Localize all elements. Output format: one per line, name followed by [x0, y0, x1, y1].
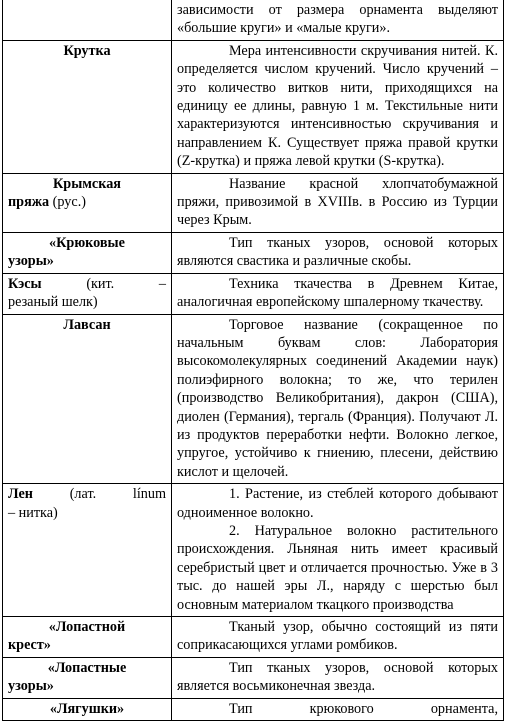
definition-text: зависимости от размера орнамента выделяют «большие круги» и «малые круги». [177, 2, 498, 37]
term-note: – нитка) [8, 504, 58, 521]
definition-text: Торговое название (сокращенное по начальным буквам слов: Лаборатория высокомолекулярных соединений Академии наук) полиэфирного волокна; то же, что терилен (производство Великобритания), дакрон (США), диолен (Германия), тергаль (Франция). Получают Л. из продуктов переработки нефти. Волокно легкое, упругое, устойчиво к гниению, плесени, действию кислот и щелочей. [177, 316, 498, 480]
term-title: Лавсан [63, 316, 111, 333]
definition-cell [172, 314, 504, 484]
term-title: «Лопастной [48, 619, 126, 635]
definition-text: 2. Натуральное волокно растительного происхождения. Льняная нить имеет красивый серебристый цвет и отличается прочностью. Уже в 3 тыс. до нашей эры Л., наряду с шерстью был основным материалом ткацкого производства [177, 522, 498, 613]
term-title: узоры» [8, 253, 54, 270]
definition-cell [172, 40, 504, 173]
definition-text: 1. Растение, из стеблей которого добывают одноименное волокно. [177, 486, 498, 521]
definition-text: Мера интенсивности скручивания нитей. К. определяется числом кручений. Число кручений – это количество витков нити, приходящихся на единицу ее длины, равную 1 м. Текстильные нити характеризуются интенсивностью скручивания и направлением К. Существует пряжа правой крутки (Z-крутка) и пряжа левой крутки (S-крутка). [177, 42, 498, 170]
table-row [3, 173, 504, 232]
definition-cell [172, 173, 504, 232]
table-row [3, 0, 504, 40]
glossary-table [2, 0, 504, 721]
term-title: Крутка [63, 42, 111, 59]
term-note: резаный шелк) [8, 294, 98, 311]
definition-cell [172, 484, 504, 617]
table-row [3, 617, 504, 658]
definition-text: Тип тканых узоров, основой которых являются свастика и различные скобы. [177, 234, 498, 270]
term-note: (лат. línum [32, 486, 166, 503]
term-cell [3, 273, 172, 314]
definition-text: Техника ткачества в Древнем Китае, аналогичная европейскому шпалерному ткачеству. [177, 275, 498, 311]
term-cell [3, 173, 172, 232]
term-cell [3, 232, 172, 273]
term-title: Кэсы [8, 275, 42, 292]
definition-cell [172, 617, 504, 658]
table-row [3, 484, 504, 617]
term-cell [3, 314, 172, 484]
term-note: (кит. – [41, 275, 166, 292]
term-title: «Лягушки» [49, 700, 125, 717]
term-cell [3, 657, 172, 698]
term-cell [3, 484, 172, 617]
term-cell [3, 617, 172, 658]
definition-text: Тип крюкового орнамента, [229, 700, 498, 717]
term-title: крест» [8, 637, 51, 654]
definition-text: Тип тканых узоров, основой которых является восьмиконечная звезда. [177, 659, 498, 695]
term-cell [3, 40, 172, 173]
definition-cell [172, 0, 504, 40]
term-cell [3, 698, 172, 720]
table-row [3, 657, 504, 698]
term-title: Крымская [53, 175, 121, 192]
term-title: Лен [8, 486, 33, 503]
definition-text: Название красной хлопчатобумажной пряжи, привозимой в XVIIIв. в Россию из Турции через Крым. [177, 175, 498, 229]
term-note: (рус.) [49, 194, 86, 211]
table-row [3, 232, 504, 273]
definition-cell [172, 657, 504, 698]
table-row [3, 273, 504, 314]
definition-cell [172, 273, 504, 314]
term-title: «Лопастные [47, 659, 127, 676]
table-row [3, 698, 504, 720]
term-title: узоры» [8, 678, 54, 695]
table-row [3, 314, 504, 484]
term-title: пряжа [8, 194, 50, 211]
definition-cell [172, 232, 504, 273]
term-title: «Крюковые [49, 234, 125, 251]
term-cell [3, 0, 172, 40]
definition-cell [172, 698, 504, 720]
table-row [3, 40, 504, 173]
definition-text: Тканый узор, обычно состоящий из пяти соприкасающихся углами ромбиков. [177, 619, 498, 654]
